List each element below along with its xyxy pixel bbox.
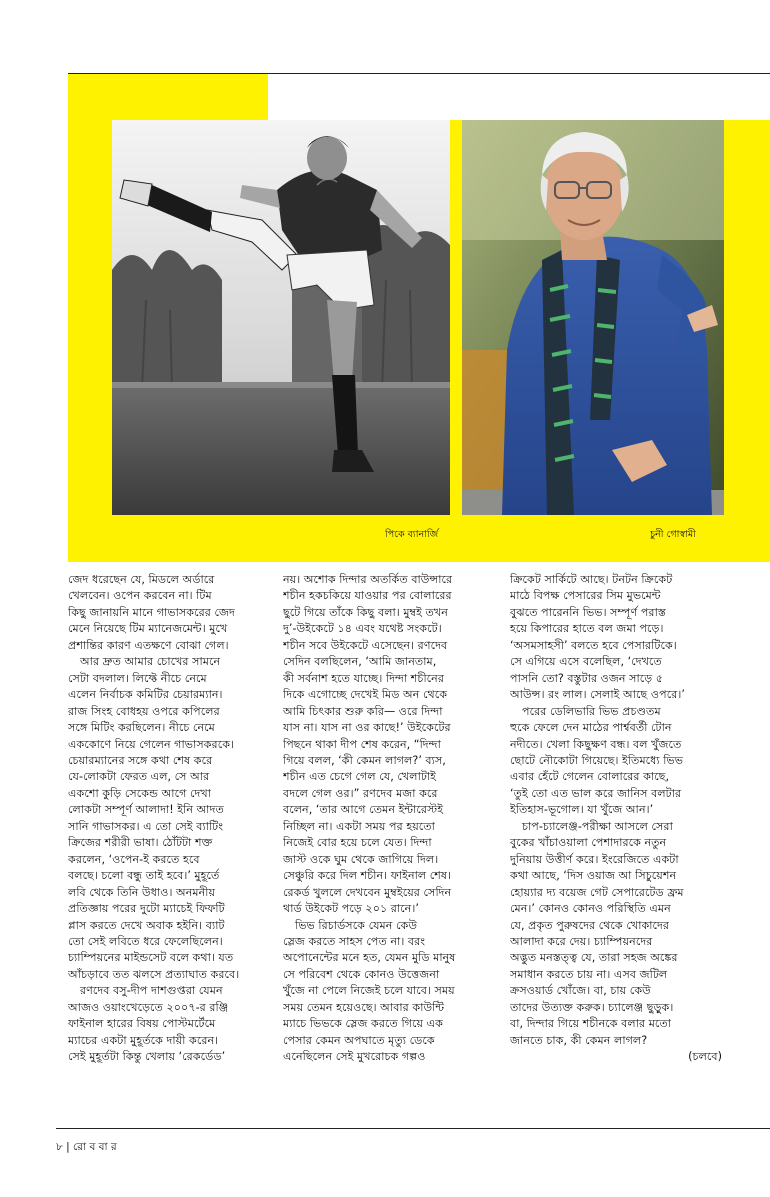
continued-marker: (চলবে)	[688, 1050, 722, 1064]
text-line: রণদেব বসু-দীপ দাশগুপ্তরা যেমন	[80, 984, 223, 998]
text-line: আমি চিৎকার শুরু করি— ওরে দিন্দা	[283, 704, 443, 718]
article-column-1	[68, 572, 270, 1066]
text-line: সেটা বদলাল। লিফ্টে নীচে নেমে	[68, 671, 207, 685]
text-line: খেলবেন। ওপেন করবেন না। টিম	[68, 589, 212, 603]
text-line: ‘তুই তো এত ভাল করে জানিস বলটার	[510, 786, 682, 800]
text-line: আঁচড়াবে তত ঝলসে প্রত্যাঘাত করবে।	[68, 967, 240, 981]
text-line: হয়ে কিপারের হাতে বল জমা পড়ে।	[510, 622, 664, 636]
text-line: কিছু জানায়নি মানে গাভাসকরের জেদ	[68, 605, 235, 619]
text-line: খুঁজে না পেলে নিজেই চলে যাবে। সময়	[283, 984, 455, 998]
paragraph	[510, 819, 722, 1049]
photo-chuni-goswami	[462, 120, 724, 515]
text-line: মেন।’ কোনও কোনও পরিস্থিতি এমন	[510, 902, 671, 916]
photo-caption-right: চুনী গোস্বামী	[650, 529, 696, 540]
text-line: স্লেজ করতে সাহস পেত না। বরং	[283, 934, 426, 948]
text-line: সময় তেমন হয়েওছে। আবার কাউন্টি	[283, 1000, 445, 1014]
text-line: ম্যাচে ভিভকে স্লেজ করতে গিয়ে এক	[283, 1017, 443, 1031]
text-line: এককোণে নিয়ে গেলেন গাভাসকরকে।	[68, 737, 235, 751]
photo-pk-banerjee	[112, 120, 450, 515]
football-player-image	[112, 120, 450, 515]
text-line: ছুটে গিয়ে তাঁকে কিছু বলা। মুম্বই তখন	[283, 605, 448, 619]
text-line: তাদের উত্যক্ত করুক। চ্যালেঞ্জ ছুড়ুক।	[510, 1000, 674, 1014]
text-line: পরের ডেলিভারি ভিভ প্রচণ্ডতম	[522, 704, 661, 718]
paragraph	[510, 572, 722, 704]
text-line: অদ্ভুত মনস্তত্ত্ব যে, তারা সহজ অঙ্কের	[510, 951, 678, 965]
text-line: রাজ সিংহ বোধহয় ওপরে কপিলের	[68, 704, 220, 718]
photo-caption-left: পিকে ব্যানার্জি	[385, 529, 439, 540]
text-line: জানতে চাক, কী কেমন লাগল?	[510, 1033, 648, 1047]
text-line: করলেন, ‘ওপেন-ই করতে হবে	[68, 852, 200, 866]
text-line: চাপ-চ্যালেঞ্জ-পরীক্ষা আসলে সেরা	[522, 819, 673, 833]
text-line: ছোটে নৌকোটা গিয়েছে। ইতিমধ্যে ভিভ	[510, 753, 684, 767]
text-line: যাস না। যাস না ওর কাছে!’ উইকেটের	[283, 721, 451, 735]
text-line: আজও ওয়াংখেড়েতে ২০০৭-র রঞ্জি	[68, 1000, 229, 1014]
text-line: আর দ্রুত আমার চোখের সামনে	[80, 655, 221, 669]
text-line: ক্রিজের শরীরী ভাষা। ঠোঁটটা শক্ত	[68, 836, 213, 850]
paragraph	[283, 918, 497, 1066]
text-line: যে-লোকটা ফেরত এল, সে আর	[68, 770, 210, 784]
text-line: সানি গাভাসকর। এ তো সেই ব্যাটিং	[68, 819, 224, 833]
text-line: দুনিয়ায় উত্তীর্ণ করে। ইংরেজিতে একটা	[510, 852, 679, 866]
text-line: ‘অসমসাহসী’ বলতে হবে পেসারটিকে।	[510, 638, 677, 652]
text-line: লবি থেকে তিনি উধাও। অনমনীয়	[68, 885, 216, 899]
text-line: নিজেই বোর হয়ে চলে যেত। দিন্দা	[283, 836, 432, 850]
text-line: ভিভ রিচার্ডসকে যেমন কেউ	[295, 918, 418, 932]
text-line: শচীন হকচকিয়ে যাওয়ার পর বোলারের	[283, 589, 452, 603]
text-line: বলেন, ‘তার আগে তেমন ইন্টারেস্টই	[283, 803, 444, 817]
text-line: ক্রিকেট সার্কিটে আছে। টনটন ক্রিকেট	[510, 573, 673, 586]
text-line: প্রতিজ্ঞায় পরের দুটো ম্যাচেই ফিফটি	[68, 902, 225, 916]
text-line: একশো কুড়ি সেকেন্ড আগে দেখা	[68, 786, 212, 800]
text-line: চেয়ারম্যানের সঙ্গে কথা শেষ করে	[68, 753, 213, 767]
text-line: থার্ড উইকেট পড়ে ২০১ রানে।’	[283, 902, 419, 916]
text-line: আউন্স। রং লাল। সেলাই আছে ওপরে।’	[510, 688, 685, 702]
text-line: মেনে নিয়েছে টিম ম্যানেজমেন্ট। মুখে	[68, 622, 228, 636]
text-line: সে এগিয়ে এসে বলেছিল, ‘দেখতে	[510, 655, 662, 669]
text-line: পাসনি তো? বস্তুটার ওজন সাড়ে ৫	[510, 671, 664, 685]
text-line: ইতিহাস-ভূগোল। যা খুঁজে আন।’	[510, 803, 654, 817]
paragraph	[68, 572, 270, 654]
text-line: কী সর্বনাশ হতে যাচ্ছে। দিন্দা শচীনের	[283, 671, 444, 685]
text-line: এবার হেঁটে গেলেন বোলারের কাছে,	[510, 770, 670, 784]
text-line: তো সেই লবিতে ধরে ফেলেছিলেন।	[68, 934, 223, 948]
text-line: সমাধান করতে চায় না। এসব জটিল	[510, 967, 668, 981]
article-column-2	[283, 572, 497, 1066]
text-line: ফাইনাল হারের বিষয় পোস্টমর্টেমে	[68, 1017, 216, 1031]
text-line: প্রশান্তির কারণ এতক্ষণে বোঝা গেল।	[68, 638, 229, 652]
text-line: সেই মুহূর্তটা কিন্তু খেলায় ‘রেকর্ডেড’	[68, 1050, 226, 1064]
text-line: দু’-উইকেটে ১৪ এবং যথেষ্ট সংকটে।	[283, 622, 442, 636]
paragraph	[68, 654, 270, 983]
text-line: কথা আছে, ‘দিস ওয়াজ আ সিচুয়েশন	[510, 869, 677, 883]
article-column-3	[510, 572, 722, 1066]
text-line: এনেছিলেন সেই মুখরোচক গল্পও	[283, 1050, 426, 1064]
text-line: আলাদা করে দেয়। চ্যাম্পিয়নদের	[510, 934, 653, 948]
text-line: বদলে গেল ওর।” রণদেব মজা করে	[283, 786, 438, 800]
text-line: মাঠে বিপক্ষ পেসারের সিম মুভমেন্ট	[510, 589, 661, 603]
text-line: নদীতে। খেলা কিছুক্ষণ বন্ধ। বল খুঁজতে	[510, 737, 682, 751]
text-line: চ্যাম্পিয়নের মাইন্ডসেট বলে কথা। যত	[68, 951, 234, 965]
text-line: রেকর্ড খুললে দেখবেন মুম্বইয়ের সেদিন	[283, 885, 452, 899]
portrait-image	[462, 120, 724, 515]
text-line: ক্রসওয়ার্ড খোঁজে। বা, চায় কেউ	[510, 984, 651, 998]
text-line: যে, প্রকৃত পুরুষদের থেকে খোকাদের	[510, 918, 670, 932]
text-line: শচীন এত চেগে গেল যে, খেলাটাই	[283, 770, 436, 784]
text-line: পেসার কেমন অপঘাতে মৃত্যু ডেকে	[283, 1033, 435, 1047]
text-line: বুকের খাঁচাওয়ালা পেশাদারকে নতুন	[510, 836, 667, 850]
text-line: বা, দিন্দার গিয়ে শচীনকে বলার মতো	[510, 1017, 672, 1031]
text-line: নয়। অশোক দিন্দার অতর্কিত বাউন্সারে	[283, 573, 453, 586]
text-line: দিকে এগোচ্ছে দেখেই মিড অন থেকে	[283, 688, 448, 702]
paragraph	[510, 704, 722, 819]
text-line: অপোনেন্টের মনে হত, যেমন মুডি মানুষ	[283, 951, 456, 965]
text-line: শচীন সবে উইকেটে এসেছেন। রণদেব	[283, 638, 448, 652]
text-line: এলেন নির্বাচক কমিটির চেয়ারম্যান।	[68, 688, 223, 702]
bottom-rule	[56, 1128, 770, 1129]
text-line: হুকে ফেলে দেন মাঠের পার্শ্ববর্তী টোন	[510, 721, 672, 735]
text-line: নিচ্ছিল না। একটা সময় পর হয়তো	[283, 819, 435, 833]
text-line: জেদ ধরেছেন যে, মিডলে অর্ডারে	[68, 573, 215, 586]
page-folio: ৮ | রো ব বা র	[56, 1141, 117, 1153]
text-line: বলছে। চলো বন্ধু তাই হবে।’ মুহূর্তে	[68, 869, 220, 883]
paragraph	[283, 572, 497, 918]
text-line: গিয়ে বলল, ‘কী কেমন লাগল?’ ব্যস,	[283, 753, 446, 767]
yellow-corner-block	[68, 74, 268, 122]
text-line: সেদিন বলছিলেন, ‘আমি জানতাম,	[283, 655, 437, 669]
text-line: সেঞ্চুরি করে দিল শচীন। ফাইনাল শেষ।	[283, 869, 452, 883]
text-line: প্লাস করতে দেখে অবাক হইনি। ব্যাট	[68, 918, 225, 932]
text-line: পিছনে থাকা দীপ শেষ করেন, “দিন্দা	[283, 737, 441, 751]
text-line: হোয়্যার দ্য বয়েজ গেট সেপারেটেড ফ্রম	[510, 885, 684, 899]
text-line: বুঝতে পারেননি ভিভ। সম্পূর্ণ পরাস্ত	[510, 605, 666, 619]
text-line: ম্যাচের একটা মুহূর্তকে দায়ী করেন।	[68, 1033, 219, 1047]
text-line: জাস্ট ওকে ঘুম থেকে জাগিয়ে দিল।	[283, 852, 439, 866]
paragraph	[68, 983, 270, 1065]
text-line: সে পরিবেশ থেকে কোনও উত্তেজনা	[283, 967, 440, 981]
text-line: সঙ্গে মিটিং করছিলেন। নীচে নেমে	[68, 721, 215, 735]
text-line: লোকটা সম্পূর্ণ আলাদা! ইনি আদত	[68, 803, 224, 817]
